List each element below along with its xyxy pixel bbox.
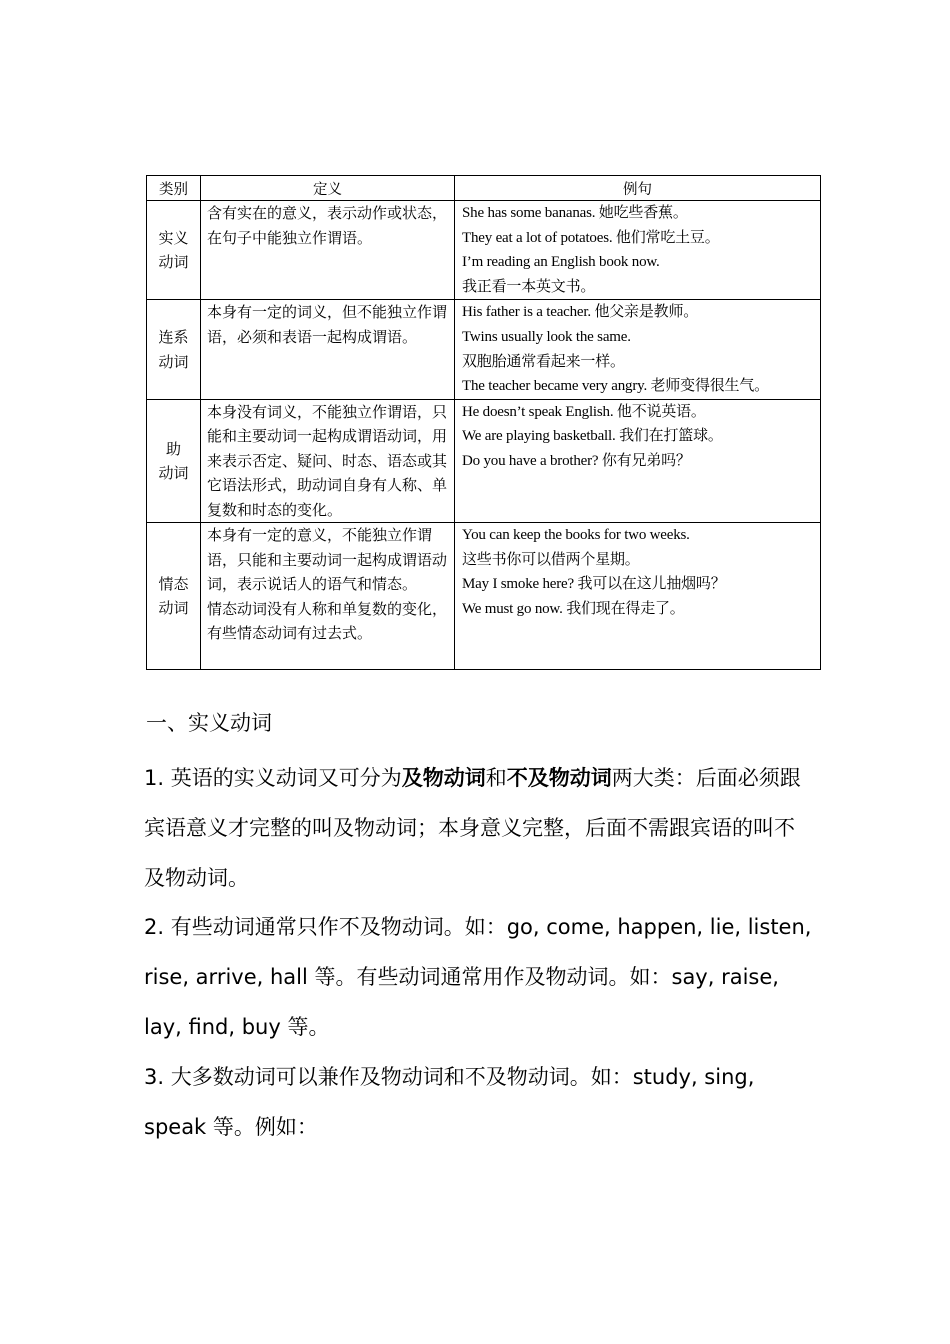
example-line: His father is a teacher. 他父亲是教师。 [462,304,699,321]
example-line: Twins usually look the same. [462,328,631,345]
header-example: 例句 [455,176,821,201]
definition-cell: 含有实在的意义，表示动作或状态，在句子中能独立作谓语。 [201,201,455,300]
bold-term-intransitive: 不及物动词 [506,766,612,790]
example-cell [455,201,821,300]
table-header-row [147,176,821,201]
example-cell [455,300,821,399]
section-title: 一、实义动词 [146,711,272,735]
category-cell: 连系 动词 [147,300,201,399]
example-line: I’m reading an English book now. [462,254,660,271]
paragraph-2: 2. 有些动词通常只作不及物动词。如：go, come, happen, lie, listen, rise, arrive, hall 等。有些动词通常用作及物动词。如：say, raise, lay, find, buy 等。 [144,915,812,1039]
header-category: 类别 [147,176,201,201]
example-cell [455,523,821,670]
example-line: You can keep the books for two weeks. [462,527,690,544]
header-definition: 定义 [201,176,455,201]
table-row [147,523,821,670]
example-line: We must go now. 我们现在得走了。 [462,601,685,618]
definition-cell: 本身没有词义，不能独立作谓语，只能和主要动词一起构成谓语动词，用来表示否定、疑问、时态、语态或其它语法形式，助动词自身有人称、单复数和时态的变化。 [201,399,455,523]
definition-cell: 本身有一定的意义，不能独立作谓语，只能和主要动词一起构成谓语动词，表示说话人的语气和情态。 情态动词没有人称和单复数的变化，有些情态动词有过去式。 [201,523,455,670]
table-row [147,201,821,300]
example-line: We are playing basketball. 我们在打篮球。 [462,428,723,445]
verb-types-table [146,175,821,670]
paragraph-3: 3. 大多数动词可以兼作及物动词和不及物动词。如：study, sing, speak 等。例如： [144,1064,755,1139]
category-cell: 实义 动词 [147,201,201,300]
example-line: He doesn’t speak English. 他不说英语。 [462,403,706,420]
category-cell: 助 动词 [147,399,201,523]
paragraph-1: 1. 英语的实义动词又可分为及物动词和不及物动词两大类：后面必须跟宾语意义才完整的叫及物动词；本身意义完整，后面不需跟宾语的叫不及物动词。 [144,766,801,890]
example-cell [455,399,821,523]
example-line: 这些书你可以借两个星期。 [462,551,640,568]
example-line: The teacher became very angry. 老师变得很生气。 [462,378,769,395]
example-line: May I smoke here? 我可以在这儿抽烟吗？ [462,576,726,593]
table-row [147,300,821,399]
bold-term-transitive: 及物动词 [401,766,486,790]
example-line: 我正看一本英文书。 [462,278,596,295]
section-body [144,754,814,1152]
example-line: 双胞胎通常看起来一样。 [462,353,625,370]
example-line: They eat a lot of potatoes. 他们常吃土豆。 [462,229,720,246]
example-line: She has some bananas. 她吃些香蕉。 [462,205,688,221]
example-line: Do you have a brother? 你有兄弟吗？ [462,452,691,469]
definition-cell: 本身有一定的词义，但不能独立作谓语，必须和表语一起构成谓语。 [201,300,455,399]
table-row [147,399,821,523]
category-cell: 情态 动词 [147,523,201,670]
